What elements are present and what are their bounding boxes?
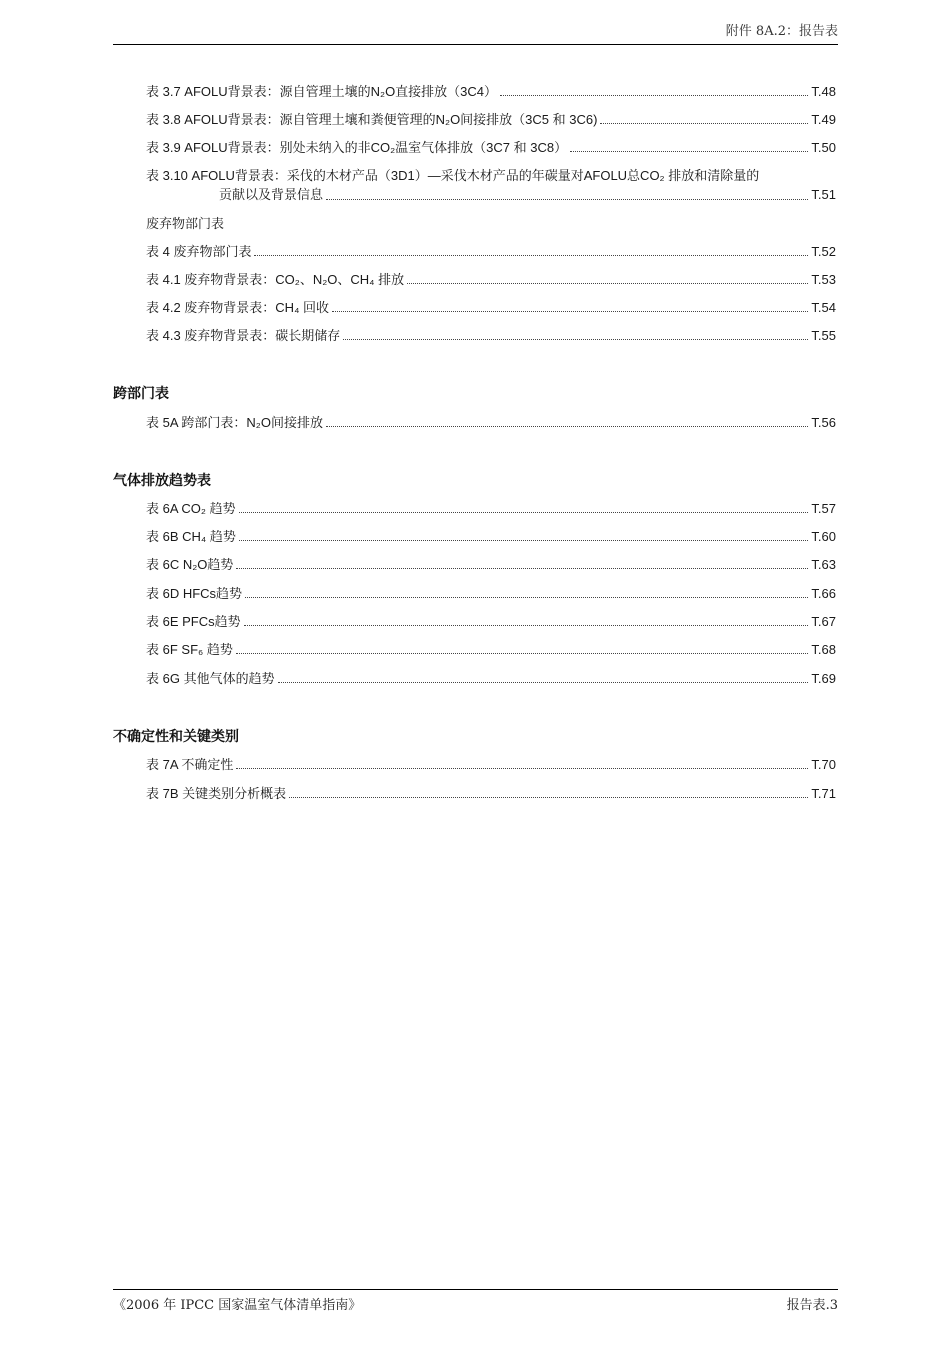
- dot-leader: [407, 283, 808, 284]
- section-heading-cross-sector: 跨部门表: [113, 386, 169, 402]
- toc-entry-label: 表 4.3 废弃物背景表：碳长期储存: [146, 328, 341, 343]
- toc-entry[interactable]: [146, 610, 836, 630]
- dot-leader: [600, 123, 808, 124]
- dot-leader: [239, 540, 809, 541]
- toc-entry[interactable]: [146, 411, 836, 431]
- toc-entry-label: 表 6C N₂O趋势: [146, 557, 234, 572]
- toc-entry[interactable]: [146, 497, 836, 517]
- dot-leader: [326, 199, 808, 200]
- toc-entry-page: T.57: [811, 501, 836, 516]
- toc-entry-label: 表 3.7 AFOLU背景表：源自管理土壤的N₂O直接排放（3C4）: [146, 84, 498, 99]
- section-heading-trends: 气体排放趋势表: [113, 473, 211, 489]
- dot-leader: [570, 151, 808, 152]
- toc-entry-label-line2: 贡献以及背景信息: [219, 187, 324, 202]
- toc-entry-label: 表 4 废弃物部门表: [146, 244, 252, 259]
- toc-entry-label: 表 5A 跨部门表：N₂O间接排放: [146, 415, 323, 430]
- toc-entry[interactable]: [146, 582, 836, 602]
- waste-subheading: 废弃物部门表: [146, 217, 225, 232]
- toc-entry[interactable]: [146, 296, 836, 316]
- toc-entry-label: 表 3.8 AFOLU背景表：源自管理土壤和粪便管理的N₂O间接排放（3C5 和 3C6): [146, 112, 598, 127]
- header-title: 附件 8A.2：报告表: [725, 24, 838, 39]
- toc-entry-page: T.68: [811, 642, 836, 657]
- toc-entry[interactable]: [146, 108, 836, 128]
- toc-entry-page: T.69: [811, 671, 836, 686]
- toc-entry[interactable]: [146, 782, 836, 802]
- toc-entry-multiline[interactable]: [146, 166, 836, 204]
- dot-leader: [244, 625, 809, 626]
- toc-entry[interactable]: [146, 753, 836, 773]
- dot-leader: [236, 568, 808, 569]
- toc-entry-label: 表 6B CH₄ 趋势: [146, 529, 236, 544]
- dot-leader: [326, 426, 808, 427]
- dot-leader: [236, 768, 808, 769]
- dot-leader: [278, 682, 809, 683]
- toc-entry-page: T.56: [811, 415, 836, 430]
- toc-entry[interactable]: [146, 240, 836, 260]
- toc-entry-page: T.67: [811, 614, 836, 629]
- toc-entry-label: 表 7B 关键类别分析概表: [146, 786, 287, 801]
- dot-leader: [289, 797, 808, 798]
- page-header: [113, 20, 838, 45]
- toc-entry[interactable]: [146, 324, 836, 344]
- page-footer: [113, 1289, 838, 1313]
- toc-entry-line2: [146, 185, 836, 204]
- footer-page-number: 报告表.3: [786, 1298, 838, 1313]
- toc-entry-label: 表 6F SF₆ 趋势: [146, 642, 233, 657]
- toc-entry-page: T.50: [811, 140, 836, 155]
- toc-entry[interactable]: [146, 553, 836, 573]
- toc-entry-label: 表 6A CO₂ 趋势: [146, 501, 236, 516]
- toc-entry-label: 表 6E PFCs趋势: [146, 614, 241, 629]
- toc-entry[interactable]: [146, 525, 836, 545]
- toc-entry-page: T.48: [811, 84, 836, 99]
- toc-entry-page: T.60: [811, 529, 836, 544]
- section-heading-uncertainty: 不确定性和关键类别: [113, 729, 239, 745]
- dot-leader: [236, 653, 809, 654]
- footer-publication-title: 《2006 年 IPCC 国家温室气体清单指南》: [113, 1298, 362, 1313]
- dot-leader: [343, 339, 808, 340]
- toc-entry-label: 表 6D HFCs趋势: [146, 586, 243, 601]
- toc-entry-page: T.53: [811, 272, 836, 287]
- toc-entry-label: 表 6G 其他气体的趋势: [146, 671, 275, 686]
- toc-entry-page: T.51: [811, 187, 836, 202]
- toc-entry[interactable]: [146, 136, 836, 156]
- dot-leader: [254, 255, 808, 256]
- dot-leader: [245, 597, 808, 598]
- toc-entry-label: 表 7A 不确定性: [146, 757, 234, 772]
- toc-entry-label: 表 3.9 AFOLU背景表：别处未纳入的非CO₂温室气体排放（3C7 和 3C8）: [146, 140, 568, 155]
- toc-entry-page: T.63: [811, 557, 836, 572]
- toc-entry[interactable]: [146, 638, 836, 658]
- toc-entry-page: T.71: [811, 786, 836, 801]
- dot-leader: [500, 95, 808, 96]
- toc-entry[interactable]: [146, 268, 836, 288]
- toc-entry-label-line1: 表 3.10 AFOLU背景表：采伐的木材产品（3D1）—采伐木材产品的年碳量对AFOLU总CO₂ 排放和清除量的: [146, 168, 760, 183]
- toc-entry-page: T.54: [811, 300, 836, 315]
- dot-leader: [332, 311, 808, 312]
- toc-entry-page: T.49: [811, 112, 836, 127]
- toc-entry-page: T.70: [811, 757, 836, 772]
- toc-entry-label: 表 4.2 废弃物背景表：CH₄ 回收: [146, 300, 329, 315]
- dot-leader: [239, 512, 809, 513]
- toc-entry-page: T.52: [811, 244, 836, 259]
- toc-entry-page: T.66: [811, 586, 836, 601]
- toc-entry[interactable]: [146, 667, 836, 687]
- toc-entry-label: 表 4.1 废弃物背景表：CO₂、N₂O、CH₄ 排放: [146, 272, 405, 287]
- toc-entry[interactable]: [146, 80, 836, 100]
- toc-entry-page: T.55: [811, 328, 836, 343]
